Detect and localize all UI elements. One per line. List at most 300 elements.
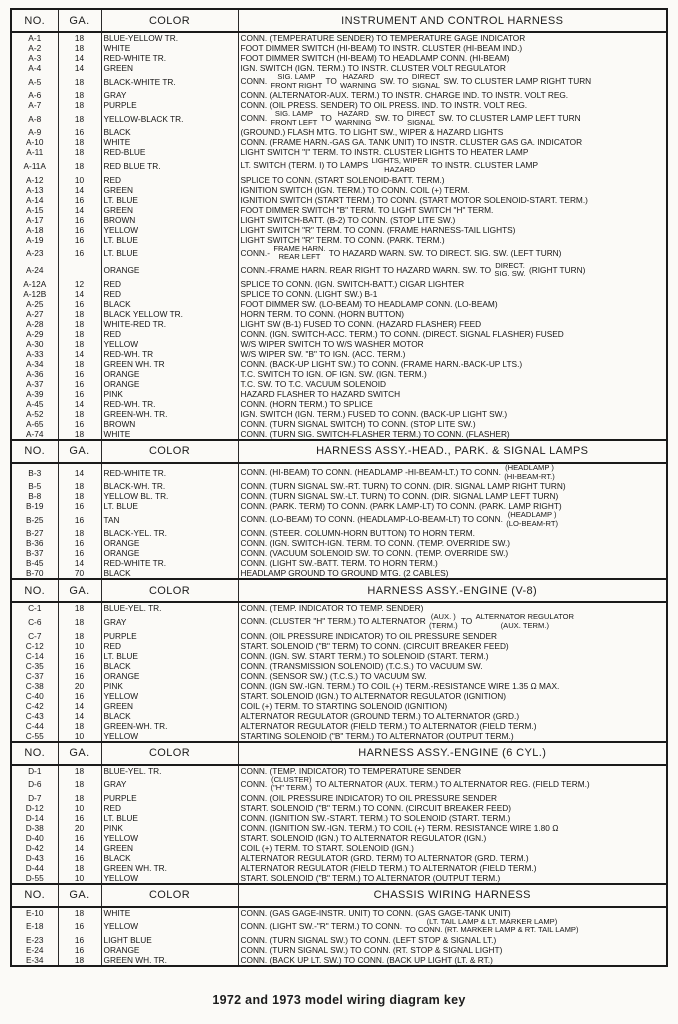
cell-color: YELLOW: [101, 339, 238, 349]
cell-color: RED: [101, 641, 238, 651]
cell-color: BLUE-YELLOW TR.: [101, 32, 238, 43]
cell-no: A-33: [25, 348, 44, 359]
desc-text: CONN. (CLUSTER "H" TERM.) TO ALTERNATOR: [240, 616, 429, 627]
cell-desc: [238, 651, 667, 661]
cell-color: RED: [101, 803, 238, 813]
desc-text: COIL (+) TERM. TO STARTING SOLENOID (IGNITION): [240, 700, 448, 711]
table-row: [11, 558, 667, 568]
cell-no: D-6: [28, 779, 42, 790]
cell-ga: 16: [58, 853, 101, 863]
col-header-no: NO.: [11, 742, 58, 765]
col-header-no: NO.: [11, 579, 58, 602]
table-row: [11, 823, 667, 833]
desc-text: CONN. (TURN SIG. SWITCH-FLASHER TERM.) TO CONN. (FLASHER): [240, 428, 510, 439]
cell-desc: [238, 631, 667, 641]
cell-ga: 16: [58, 691, 101, 701]
cell-desc: [238, 63, 667, 73]
table-row: [11, 262, 667, 279]
cell-ga: 16: [58, 389, 101, 399]
cell-color: RED: [101, 279, 238, 289]
cell-color: BLACK-YEL. TR.: [101, 528, 238, 538]
desc-text: TO INSTR. CLUSTER LAMP: [429, 160, 539, 171]
cell-color: PURPLE: [101, 631, 238, 641]
cell-no: B-70: [25, 568, 44, 579]
cell-ga: 14: [58, 711, 101, 721]
cell-ga: 18: [58, 907, 101, 918]
table-row: [11, 53, 667, 63]
cell-no: A-12B: [23, 288, 47, 299]
cell-no: A-45: [25, 398, 44, 409]
desc-text: W/S WIPER SWITCH TO W/S WASHER MOTOR: [240, 338, 424, 349]
wiring-key-table-body: [11, 9, 667, 966]
cell-desc: [238, 73, 667, 90]
cell-ga: 14: [58, 701, 101, 711]
cell-desc: [238, 955, 667, 966]
cell-no: A-3: [28, 53, 42, 63]
desc-text: W/S WIPER SW. "B" TO IGN. (ACC. TERM.): [240, 348, 406, 359]
cell-ga: 18: [58, 319, 101, 329]
cell-desc: [238, 175, 667, 185]
table-row: [11, 813, 667, 823]
cell-ga: 18: [58, 90, 101, 100]
cell-ga: 16: [58, 538, 101, 548]
section-title: HARNESS ASSY.-ENGINE (V-8): [238, 579, 667, 602]
cell-no: D-40: [25, 832, 44, 843]
cell-ga: 18: [58, 793, 101, 803]
desc-text: CONN. (HI-BEAM) TO CONN. (HEADLAMP -HI-BEAM-LT.) TO CONN.: [240, 466, 504, 477]
cell-ga: 16: [58, 918, 101, 935]
cell-desc: [238, 511, 667, 528]
cell-ga: 18: [58, 157, 101, 174]
desc-text: HORN TERM. TO CONN. (HORN BUTTON): [240, 308, 404, 319]
cell-ga: 18: [58, 137, 101, 147]
cell-desc: [238, 602, 667, 613]
cell-ga: 18: [58, 100, 101, 110]
col-header-ga: GA.: [58, 742, 101, 765]
table-row: [11, 32, 667, 43]
stacked-bottom: REAR LEFT: [278, 252, 321, 262]
table-row: [11, 721, 667, 731]
desc-text: CONN. (FRAME HARN.-GAS GA. TANK UNIT) TO INSTR. CLUSTER GAS GA. INDICATOR: [240, 137, 583, 148]
cell-ga: 16: [58, 235, 101, 245]
desc-text: T.C. SWITCH TO IGN. OF IGN. SW. (IGN. TERM.): [240, 368, 427, 379]
cell-color: LT. BLUE: [101, 235, 238, 245]
cell-desc: [238, 399, 667, 409]
section-title: HARNESS ASSY.-HEAD., PARK. & SIGNAL LAMPS: [238, 440, 667, 463]
stacked-text: [505, 511, 559, 528]
cell-ga: 14: [58, 289, 101, 299]
desc-text: CONN. (TURN SIGNAL SWITCH) TO CONN. (STOP LITE SW.): [240, 418, 476, 429]
cell-no: A-1: [28, 33, 42, 43]
cell-color: GRAY: [101, 776, 238, 793]
desc-text: HAZARD FLASHER TO HAZARD SWITCH: [240, 388, 401, 399]
cell-desc: [238, 100, 667, 110]
desc-text: SW. TO: [372, 112, 406, 123]
cell-desc: [238, 289, 667, 299]
desc-text: CONN. (IGN SW.-IGN. TERM.) TO COIL (+) TERM.-RESISTANCE WIRE 1.35 Ω MAX.: [240, 680, 560, 691]
table-row: [11, 205, 667, 215]
cell-color: GRAY: [101, 613, 238, 630]
cell-no: C-38: [25, 680, 44, 691]
cell-desc: [238, 235, 667, 245]
stacked-bottom: SIGNAL: [407, 117, 435, 127]
table-row: [11, 793, 667, 803]
stacked-top: LIGHTS, WIPER: [371, 157, 429, 166]
stacked-text: [503, 464, 555, 481]
desc-text: CONN. (IGN. SWITCH-ACC. TERM.) TO CONN. (DIRECT. SIGNAL FLASHER) FUSED: [240, 328, 564, 339]
cell-ga: [58, 262, 101, 279]
cell-ga: 10: [58, 731, 101, 742]
table-row: [11, 157, 667, 174]
cell-ga: 18: [58, 73, 101, 90]
desc-text: SPLICE TO CONN. (LIGHT SW.) B-1: [240, 288, 378, 299]
cell-desc: [238, 776, 667, 793]
cell-ga: 16: [58, 651, 101, 661]
cell-no: E-23: [25, 934, 44, 945]
table-row: [11, 215, 667, 225]
table-row: [11, 399, 667, 409]
table-row: [11, 175, 667, 185]
table-row: [11, 309, 667, 319]
col-header-ga: GA.: [58, 440, 101, 463]
table-row: [11, 73, 667, 90]
cell-desc: [238, 538, 667, 548]
cell-no: A-7: [28, 100, 42, 111]
table-row: [11, 955, 667, 966]
desc-text: START. SOLENOID (IGN.) TO ALTERNATOR REGULATOR (IGNITION): [240, 690, 507, 701]
desc-text: CONN. (TEMP. INDICATOR TO TEMP. SENDER): [240, 603, 424, 614]
col-header-color: COLOR: [101, 884, 238, 907]
section-header-row: [11, 440, 667, 463]
cell-ga: 16: [58, 671, 101, 681]
cell-no: A-65: [25, 418, 44, 429]
cell-no: B-3: [28, 467, 42, 478]
cell-color: YELLOW: [101, 731, 238, 742]
cell-no: D-14: [25, 812, 44, 823]
cell-desc: [238, 481, 667, 491]
cell-ga: 18: [58, 776, 101, 793]
cell-no: B-45: [25, 558, 44, 569]
cell-desc: [238, 661, 667, 671]
section-header-row: [11, 742, 667, 765]
section-header-row: [11, 9, 667, 32]
table-row: [11, 602, 667, 613]
cell-ga: 10: [58, 803, 101, 813]
desc-text: SW. TO: [377, 75, 411, 86]
cell-ga: 16: [58, 511, 101, 528]
desc-text: CONN. (TURN SIGNAL SW.) TO CONN. (RT. STOP & SIGNAL LIGHT): [240, 944, 503, 955]
cell-no: A-25: [25, 298, 44, 309]
cell-no: D-38: [25, 822, 44, 833]
stacked-bottom: (TERM.): [429, 620, 458, 630]
cell-color: BLACK: [101, 127, 238, 137]
cell-no: A-4: [28, 63, 42, 73]
desc-text: LIGHT SWITCH "I" TERM. TO INSTR. CLUSTER LIGHTS TO HEATER LAMP: [240, 147, 529, 158]
cell-ga: 14: [58, 558, 101, 568]
desc-text: FOOT DIMMER SWITCH "B" TERM. TO LIGHT SWITCH "H" TERM.: [240, 204, 494, 215]
cell-color: RED: [101, 289, 238, 299]
cell-color: PURPLE: [101, 793, 238, 803]
cell-no: B-37: [25, 548, 44, 559]
cell-ga: 14: [58, 205, 101, 215]
cell-desc: [238, 853, 667, 863]
stacked-top: HAZARD: [342, 73, 374, 81]
cell-color: GREEN: [101, 205, 238, 215]
cell-no: C-44: [25, 720, 44, 731]
stacked-text: [371, 157, 430, 174]
desc-text: CONN. (OIL PRESSURE INDICATOR) TO OIL PRESSURE SENDER: [240, 792, 497, 803]
cell-no: A-30: [25, 338, 44, 349]
desc-text: CONN. (VACUUM SOLENOID SW. TO CONN. (TEMP. OVERRIDE SW.): [240, 548, 509, 559]
desc-text: START. SOLENOID ("B" TERM) TO CONN. (CIRCUIT BREAKER FEED): [240, 640, 509, 651]
table-row: [11, 631, 667, 641]
table-row: [11, 137, 667, 147]
cell-no: A-23: [25, 248, 44, 259]
cell-no: E-34: [25, 954, 44, 965]
table-row: [11, 279, 667, 289]
stacked-text: [272, 245, 326, 262]
cell-no: C-6: [28, 616, 42, 627]
cell-desc: [238, 185, 667, 195]
desc-text: CONN. (TEMP. INDICATOR) TO TEMPERATURE SENDER: [240, 765, 462, 776]
cell-desc: [238, 319, 667, 329]
desc-text: TO HAZARD WARN. SW. TO DIRECT. SIG. SW. (LEFT TURN): [326, 247, 562, 258]
cell-color: WHITE: [101, 429, 238, 440]
stacked-top: (HEADLAMP ): [505, 462, 554, 472]
cell-ga: 18: [58, 765, 101, 776]
cell-desc: [238, 245, 667, 262]
stacked-top: FRAME HARN.: [273, 244, 326, 253]
cell-desc: [238, 863, 667, 873]
table-row: [11, 359, 667, 369]
cell-color: RED-WHITE TR.: [101, 558, 238, 568]
cell-ga: 18: [58, 528, 101, 538]
cell-color: WHITE: [101, 43, 238, 53]
stacked-text: [404, 918, 579, 935]
cell-no: A-14: [25, 194, 44, 205]
cell-desc: [238, 309, 667, 319]
col-header-no: NO.: [11, 440, 58, 463]
desc-text: CONN. (SENSOR SW.) (T.C.S.) TO VACUUM SW.: [240, 670, 427, 681]
cell-color: GREEN: [101, 701, 238, 711]
table-row: [11, 863, 667, 873]
table-row: [11, 379, 667, 389]
cell-no: D-7: [28, 792, 42, 803]
desc-text: START. SOLENOID ("B" TERM.) TO CONN. (CIRCUIT BREAKER FEED): [240, 802, 512, 813]
table-row: [11, 765, 667, 776]
cell-ga: 18: [58, 429, 101, 440]
cell-desc: [238, 613, 667, 630]
cell-ga: 16: [58, 245, 101, 262]
table-row: [11, 319, 667, 329]
table-row: [11, 349, 667, 359]
cell-color: GREEN-WH. TR.: [101, 409, 238, 419]
desc-text: ALTERNATOR REGULATOR (FIELD TERM.) TO ALTERNATOR (FIELD TERM.): [240, 720, 537, 731]
cell-color: LT. BLUE: [101, 195, 238, 205]
cell-ga: 16: [58, 127, 101, 137]
cell-desc: [238, 701, 667, 711]
cell-ga: 14: [58, 53, 101, 63]
cell-no: A-36: [25, 368, 44, 379]
cell-desc: [238, 339, 667, 349]
cell-no: A-19: [25, 234, 44, 245]
col-header-color: COLOR: [101, 440, 238, 463]
desc-text: CONN. (LIGHT SW.-BATT. TERM. TO HORN TERM.): [240, 558, 438, 569]
cell-desc: [238, 945, 667, 955]
table-row: [11, 945, 667, 955]
wiring-key-table: [10, 8, 668, 967]
table-row: [11, 681, 667, 691]
cell-desc: [238, 389, 667, 399]
cell-desc: [238, 147, 667, 157]
cell-desc: [238, 299, 667, 309]
cell-ga: 14: [58, 63, 101, 73]
cell-color: YELLOW: [101, 873, 238, 884]
cell-desc: [238, 329, 667, 339]
stacked-text: [475, 613, 575, 630]
col-header-ga: GA.: [58, 884, 101, 907]
table-row: [11, 245, 667, 262]
cell-color: RED-WHITE TR.: [101, 53, 238, 63]
table-row: [11, 833, 667, 843]
desc-text: CONN.-: [240, 247, 273, 258]
table-row: [11, 613, 667, 630]
desc-text: CONN. (IGNITION SW.-START. TERM.) TO SOLENOID (START. TERM.): [240, 812, 511, 823]
cell-color: PINK: [101, 681, 238, 691]
cell-desc: [238, 429, 667, 440]
cell-ga: 18: [58, 147, 101, 157]
cell-ga: 18: [58, 329, 101, 339]
table-row: [11, 776, 667, 793]
table-row: [11, 463, 667, 481]
cell-color: LT. BLUE: [101, 813, 238, 823]
cell-ga: 10: [58, 175, 101, 185]
cell-color: RED-WH. TR: [101, 349, 238, 359]
cell-ga: 14: [58, 399, 101, 409]
cell-color: WHITE: [101, 907, 238, 918]
desc-text: TO: [318, 112, 335, 123]
stacked-top: (HEADLAMP ): [507, 511, 557, 520]
table-row: [11, 803, 667, 813]
cell-ga: 16: [58, 661, 101, 671]
cell-ga: 12: [58, 279, 101, 289]
cell-color: BLACK: [101, 299, 238, 309]
stacked-bottom: ("H" TERM.): [270, 783, 313, 793]
cell-no: C-55: [25, 730, 44, 741]
cell-desc: [238, 813, 667, 823]
col-header-color: COLOR: [101, 9, 238, 32]
desc-text: (GROUND.) FLASH MTG. TO LIGHT SW., WIPER & HAZARD LIGHTS: [240, 127, 504, 138]
table-row: [11, 63, 667, 73]
desc-text: LIGHT SWITCH "R" TERM. TO CONN. (FRAME HARNESS-TAIL LIGHTS): [240, 224, 516, 235]
cell-no: C-40: [25, 690, 44, 701]
cell-no: E-24: [25, 944, 44, 955]
stacked-text: [411, 73, 441, 90]
cell-ga: 18: [58, 955, 101, 966]
cell-color: PINK: [101, 389, 238, 399]
stacked-bottom: (AUX. TERM.): [500, 620, 549, 630]
cell-color: GREEN: [101, 185, 238, 195]
table-row: [11, 100, 667, 110]
cell-no: A-12A: [23, 278, 47, 289]
stacked-top: HAZARD: [337, 110, 369, 119]
cell-desc: [238, 43, 667, 53]
desc-text: FOOT DIMMER SWITCH (HI-BEAM) TO HEADLAMP CONN. (HI-BEAM): [240, 53, 510, 63]
table-row: [11, 843, 667, 853]
desc-text: HEADLAMP GROUND TO GROUND MTG. (2 CABLES): [240, 568, 449, 579]
desc-text: CONN. (TRANSMISSION SOLENOID) (T.C.S.) TO VACUUM SW.: [240, 660, 483, 671]
stacked-bottom: WARNING: [340, 80, 377, 90]
cell-desc: [238, 359, 667, 369]
table-row: [11, 110, 667, 127]
cell-color: GREEN: [101, 843, 238, 853]
cell-desc: [238, 833, 667, 843]
cell-color: GREEN WH. TR: [101, 359, 238, 369]
cell-ga: 16: [58, 945, 101, 955]
cell-desc: [238, 548, 667, 558]
col-header-ga: GA.: [58, 9, 101, 32]
desc-text: LIGHT SWITCH-BATT. (B-2) TO CONN. (STOP LITE SW.): [240, 214, 456, 225]
stacked-bottom: (LO-BEAM-RT): [506, 518, 559, 528]
cell-ga: 20: [58, 681, 101, 691]
cell-ga: 10: [58, 641, 101, 651]
cell-ga: 18: [58, 481, 101, 491]
cell-ga: 16: [58, 813, 101, 823]
cell-ga: 70: [58, 568, 101, 579]
desc-text: FOOT DIMMER SW. (LO-BEAM) TO HEADLAMP CONN. (LO-BEAM): [240, 298, 498, 309]
cell-ga: 16: [58, 299, 101, 309]
cell-color: YELLOW: [101, 691, 238, 701]
col-header-ga: GA.: [58, 579, 101, 602]
cell-ga: 16: [58, 419, 101, 429]
cell-no: A-9: [28, 127, 42, 138]
cell-ga: 16: [58, 379, 101, 389]
cell-ga: 16: [58, 215, 101, 225]
table-row: [11, 147, 667, 157]
cell-no: A-39: [25, 388, 44, 399]
table-row: [11, 389, 667, 399]
stacked-text: [270, 776, 314, 793]
desc-text: CONN. (ALTERNATOR-AUX. TERM.) TO INSTR. CHARGE IND. TO INSTR. VOLT REG.: [240, 90, 569, 101]
stacked-top: (CLUSTER): [271, 775, 312, 784]
cell-no: C-37: [25, 670, 44, 681]
cell-desc: [238, 671, 667, 681]
cell-no: C-7: [28, 630, 42, 641]
section-header-row: [11, 579, 667, 602]
cell-desc: [238, 731, 667, 742]
desc-text: T.C. SW. TO T.C. VACUUM SOLENOID: [240, 378, 387, 389]
stacked-text: [270, 110, 319, 127]
table-row: [11, 511, 667, 528]
cell-no: A-37: [25, 378, 44, 389]
cell-color: LT. BLUE: [101, 245, 238, 262]
cell-color: RED BLUE TR.: [101, 157, 238, 174]
table-row: [11, 661, 667, 671]
stacked-bottom: HAZARD: [384, 164, 416, 174]
table-row: [11, 691, 667, 701]
cell-color: RED-BLUE: [101, 147, 238, 157]
col-header-color: COLOR: [101, 579, 238, 602]
desc-text: CONN. (PARK. TERM) TO CONN. (PARK LAMP-LT) TO CONN. (PARK. LAMP RIGHT): [240, 501, 562, 512]
table-row: [11, 369, 667, 379]
desc-text: TO: [323, 75, 340, 86]
cell-ga: 14: [58, 843, 101, 853]
cell-ga: 18: [58, 409, 101, 419]
desc-text: SPLICE TO CONN. (IGN. SWITCH-BATT.) CIGAR LIGHTER: [240, 278, 465, 289]
section-title: HARNESS ASSY.-ENGINE (6 CYL.): [238, 742, 667, 765]
cell-color: YELLOW-BLACK TR.: [101, 110, 238, 127]
table-row: [11, 935, 667, 945]
